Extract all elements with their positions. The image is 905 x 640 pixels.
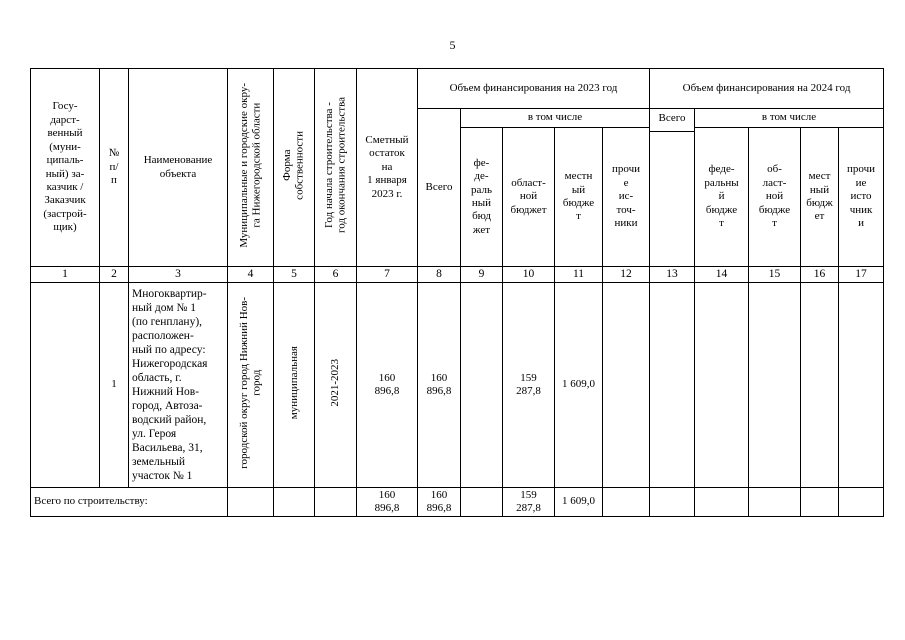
totals-empty	[801, 488, 839, 517]
header-years: Год начала строительства - год окончания строительства	[315, 69, 357, 267]
totals-empty	[695, 488, 749, 517]
col-number: 12	[603, 267, 650, 283]
header-total-2024: Всего	[650, 109, 695, 132]
row-regional-2023: 159 287,8	[503, 283, 555, 488]
row-other-2024	[839, 283, 884, 488]
totals-empty	[603, 488, 650, 517]
header-regional-2023: област- ной бюджет	[503, 128, 555, 267]
row-ownership: муниципальная	[274, 283, 315, 488]
row-customer	[31, 283, 100, 488]
col-number: 2	[100, 267, 129, 283]
header-incl-2024: в том числе	[695, 109, 884, 128]
totals-empty	[274, 488, 315, 517]
totals-total-2023: 160 896,8	[418, 488, 461, 517]
header-municipality: Муниципальные и городские окру- га Нижегородской области	[228, 69, 274, 267]
row-local-2023: 1 609,0	[555, 283, 603, 488]
header-total-2024-lower	[650, 132, 695, 267]
header-federal-2023: фе- де- раль ный бюд жет	[461, 128, 503, 267]
header-federal-2024: феде- ральны й бюдже т	[695, 128, 749, 267]
totals-empty	[839, 488, 884, 517]
header-ownership: Форма собственности	[274, 69, 315, 267]
col-number: 1	[31, 267, 100, 283]
col-number: 4	[228, 267, 274, 283]
totals-empty	[461, 488, 503, 517]
header-num: № п/ п	[100, 69, 129, 267]
table-row	[31, 283, 884, 488]
col-number: 13	[650, 267, 695, 283]
header-local-2024: мест ный бюдж ет	[801, 128, 839, 267]
row-municipality: городской округ город Нижний Нов- город	[228, 283, 274, 488]
col-number: 8	[418, 267, 461, 283]
row-federal-2023	[461, 283, 503, 488]
totals-empty	[650, 488, 695, 517]
row-total-2023: 160 896,8	[418, 283, 461, 488]
page-number: 5	[449, 38, 456, 52]
totals-row	[31, 488, 884, 517]
totals-label: Всего по строительству:	[31, 488, 228, 517]
totals-empty	[228, 488, 274, 517]
header-other-2023: прочи е ис- точ- ники	[603, 128, 650, 267]
row-num: 1	[100, 283, 129, 488]
header-other-2024: прочи ие исто чник и	[839, 128, 884, 267]
row-object-name: Многоквартир- ный дом № 1 (по генплану), расположен- ный по адресу: Нижегородская область, г. Нижний Нов- город, Автоза- водский район, ул. Героя Васильева, 31, земельный участок № 1	[129, 283, 228, 488]
col-number: 5	[274, 267, 315, 283]
col-number: 10	[503, 267, 555, 283]
totals-empty	[749, 488, 801, 517]
col-number: 11	[555, 267, 603, 283]
col-number: 15	[749, 267, 801, 283]
header-customer: Госу- дарст- венный (муни- ципаль- ный) за- казчик / Заказчик (застрой- щик)	[31, 69, 100, 267]
totals-local-2023: 1 609,0	[555, 488, 603, 517]
col-number: 16	[801, 267, 839, 283]
header-object-name: Наименование объекта	[129, 69, 228, 267]
row-federal-2024	[695, 283, 749, 488]
col-number: 6	[315, 267, 357, 283]
row-local-2024	[801, 283, 839, 488]
row-estimate: 160 896,8	[357, 283, 418, 488]
header-incl-2023: в том числе	[461, 109, 650, 128]
col-number: 3	[129, 267, 228, 283]
header-estimate: Сметный остаток на 1 января 2023 г.	[357, 69, 418, 267]
col-number: 14	[695, 267, 749, 283]
financing-table	[30, 68, 884, 517]
row-other-2023	[603, 283, 650, 488]
totals-estimate: 160 896,8	[357, 488, 418, 517]
header-local-2023: местн ый бюдже т	[555, 128, 603, 267]
header-fin-2024: Объем финансирования на 2024 год	[650, 69, 884, 109]
row-regional-2024	[749, 283, 801, 488]
header-regional-2024: об- ласт- ной бюдже т	[749, 128, 801, 267]
row-total-2024	[650, 283, 695, 488]
totals-empty	[315, 488, 357, 517]
col-number: 7	[357, 267, 418, 283]
column-number-row	[31, 267, 884, 283]
header-fin-2023: Объем финансирования на 2023 год	[418, 69, 650, 109]
header-total-2023: Всего	[418, 109, 461, 267]
col-number: 17	[839, 267, 884, 283]
col-number: 9	[461, 267, 503, 283]
row-years: 2021-2023	[315, 283, 357, 488]
totals-regional-2023: 159 287,8	[503, 488, 555, 517]
